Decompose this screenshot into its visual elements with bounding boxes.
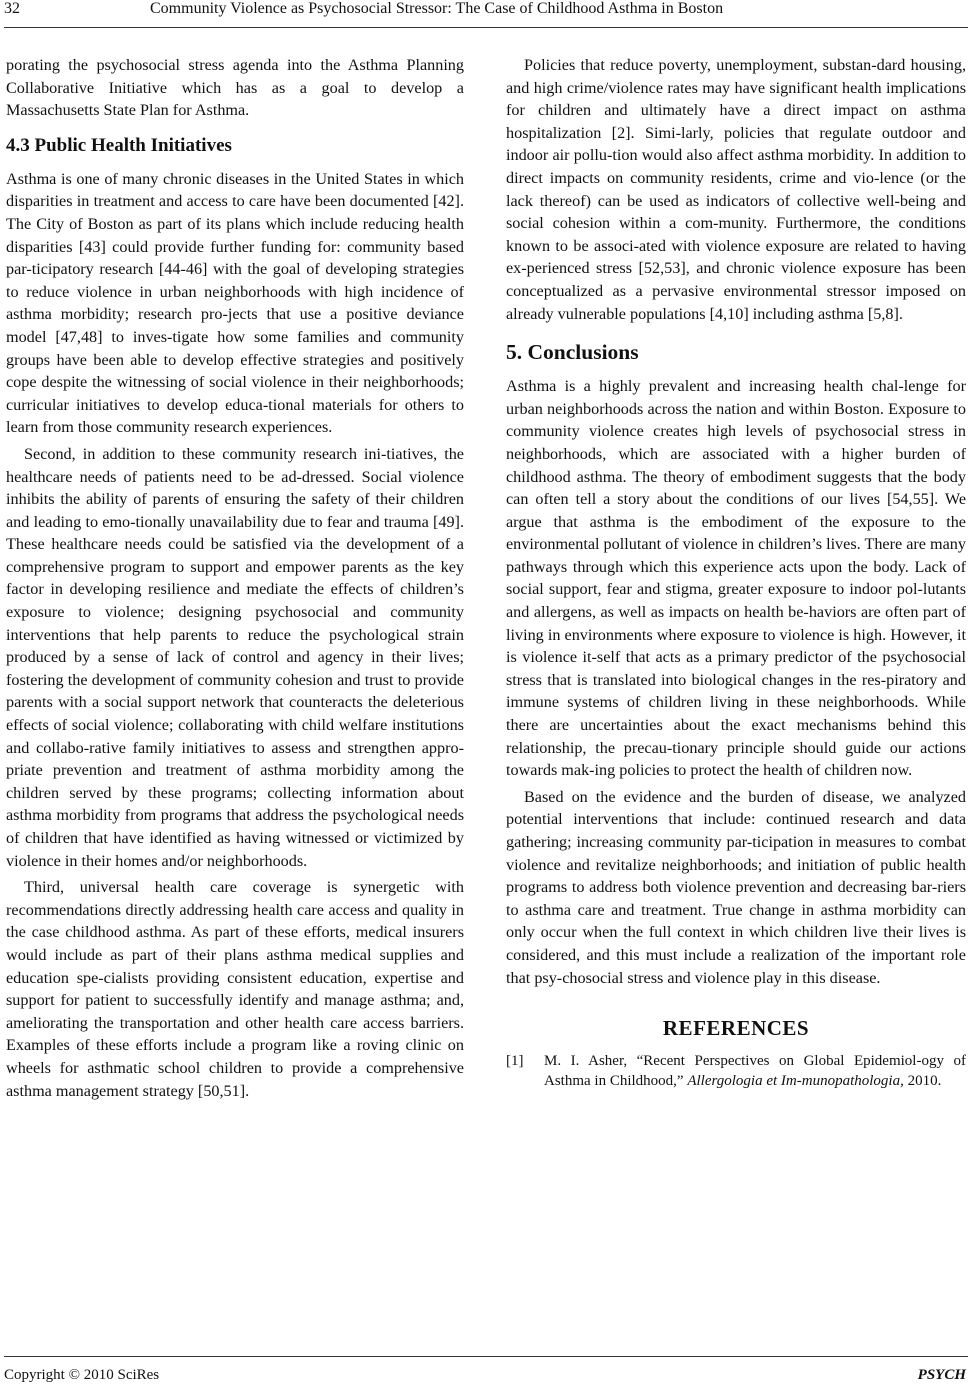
journal-name: PSYCH <box>917 1367 966 1383</box>
reference-journal: Allergologia et Im-munopathologia <box>687 1073 901 1090</box>
paragraph: Asthma is one of many chronic diseases in the United States in which disparities in treatment and access to care have been documented [42]. The City of Boston as part of its plans which include reducing health disparities [43] could provide further funding for: community based par-ticipatory research [44-46] with the goal of developing strategies to reduce violence in urban neighborhoods with high incidence of asthma morbidity; research pro-jects that use a positive deviance model [47,48] to inves-tigate how some families and community groups have been able to develop effective strategies and positively cope despite the witnessing of social violence in their neighborhoods; curricular initiatives to develop educa-tional materials for others to learn from those community research experiences. <box>6 169 464 437</box>
reference-number: [1] <box>506 1053 524 1070</box>
reference-authors-title: M. I. Asher, “Recent Perspectives on Global Epidemiol-ogy of Asthma in Childhood,” <box>544 1053 966 1090</box>
page-number: 32 <box>4 0 20 17</box>
page-footer <box>0 1356 972 1386</box>
references-heading: REFERENCES <box>662 1016 810 1041</box>
reference-item <box>506 1051 966 1091</box>
paragraph: Asthma is a highly prevalent and increasing health chal-lenge for urban neighborhoods across the nation and within Boston. Exposure to community violence creates high levels of psychosocial stress in neighborhoods, which are associated with a higher burden of childhood asthma. The theory of embodiment suggests that the body can often tell a story about the conditions of our lives [54,55]. We argue that asthma is the embodiment of the exposure to the environmental pollutant of violence in children’s lives. There are many pathways through which this experience acts upon the body. Lack of social support, fear and stigma, greater exposure to indoor pol-lutants and allergens, as well as impacts on health be-haviors are often part of living in environments where exposure to violence is high. However, it is violence it-self that acts as a primary predictor of the psychosocial stress that is translated into biological changes in the res-piratory and immune systems of children living in these neighborhoods. While there are uncertainties about the exact mechanisms behind this relationship, the precau-tionary principle should guide our actions towards mak-ing policies to protect the health of children now. <box>506 377 966 780</box>
section-heading-4-3: 4.3 Public Health Initiatives <box>6 134 232 156</box>
reference-year: , 2010. <box>900 1073 942 1090</box>
reference-text <box>544 1051 966 1091</box>
right-column <box>506 54 966 1091</box>
paragraph: Second, in addition to these community research ini-tiatives, the healthcare needs of patients need to be ad-dressed. Social violence inhibits the ability of parents of ensuring the safety of their children and leading to emo-tionally unavailability due to fear and trauma [49]. These healthcare needs could be satisfied via the development of a comprehensive program to support and empower parents as the key factor in developing resilience and mediate the effects of children’s exposure to violence; designing psychosocial and community interventions that help parents to reduce the psychological strain produced by a sense of lack of control and agency in their lives; fostering the development of community cohesion and trust to provide parents with a social support network that counteracts the deleterious effects of social violence; collaborating with child welfare institutions and collabo-rative family initiatives to assess and strengthen appro-priate prevention and treatment of asthma morbidity among the children served by these programs; collecting information about asthma morbidity from programs that address the psychological needs of children that have identified as having witnessed or victimized by violence in their homes and/or neighborhoods. <box>6 444 464 870</box>
paragraph: porating the psychosocial stress agenda into the Asthma Planning Collaborative Initiative which has as a goal to develop a Massachusetts State Plan for Asthma. <box>6 56 464 120</box>
footer-rule <box>4 1356 968 1357</box>
header-rule <box>4 27 968 28</box>
section-heading-5: 5. Conclusions <box>506 340 639 365</box>
page-header <box>0 0 972 26</box>
copyright: Copyright © 2010 SciRes <box>4 1367 160 1383</box>
left-column <box>6 54 464 1102</box>
paragraph: Third, universal health care coverage is synergetic with recommendations directly addressing health care access and quality in the case childhood asthma. As part of these efforts, medical insurers would include as part of their plans asthma medical supplies and education spe-cialists providing consistent education, expertise and support for patient to successfully identify and manage asthma; and, ameliorating the transportation and other health care access barriers. Examples of these efforts include a program like a roving clinic on wheels for asthmatic school children to provide a comprehensive asthma management strategy [50,51]. <box>6 878 464 1100</box>
paragraph: Based on the evidence and the burden of disease, we analyzed potential interventions that include: continued research and data gathering; increasing community par-ticipation in measures to combat violence and revitalize neighborhoods; and initiation of public health programs to address both violence prevention and decreasing bar-riers to asthma care and treatment. True change in asthma morbidity can only occur when the full context in which children live their lives is considered, and this must include a realization of the important role that psy-chosocial stress and violence play in this disease. <box>506 787 966 987</box>
running-title: Community Violence as Psychosocial Stressor: The Case of Childhood Asthma in Boston <box>150 0 724 17</box>
paragraph: Policies that reduce poverty, unemployment, substan-dard housing, and high crime/violence rates may have significant health implications for children and ultimately have a direct impact on asthma hospitalization [2]. Simi-larly, policies that regulate outdoor and indoor air pollu-tion would also affect asthma morbidity. In addition to direct impacts on community residents, crime and vio-lence (or the lack thereof) can be used as indicators of collective well-being and social cohesion within a com-munity. Furthermore, the conditions known to be associ-ated with violence exposure are related to having ex-perienced stress [52,53], and chronic violence exposure has been conceptualized as a pervasive environmental stressor imposed on already vulnerable populations [4,10] including asthma [5,8]. <box>506 56 966 323</box>
